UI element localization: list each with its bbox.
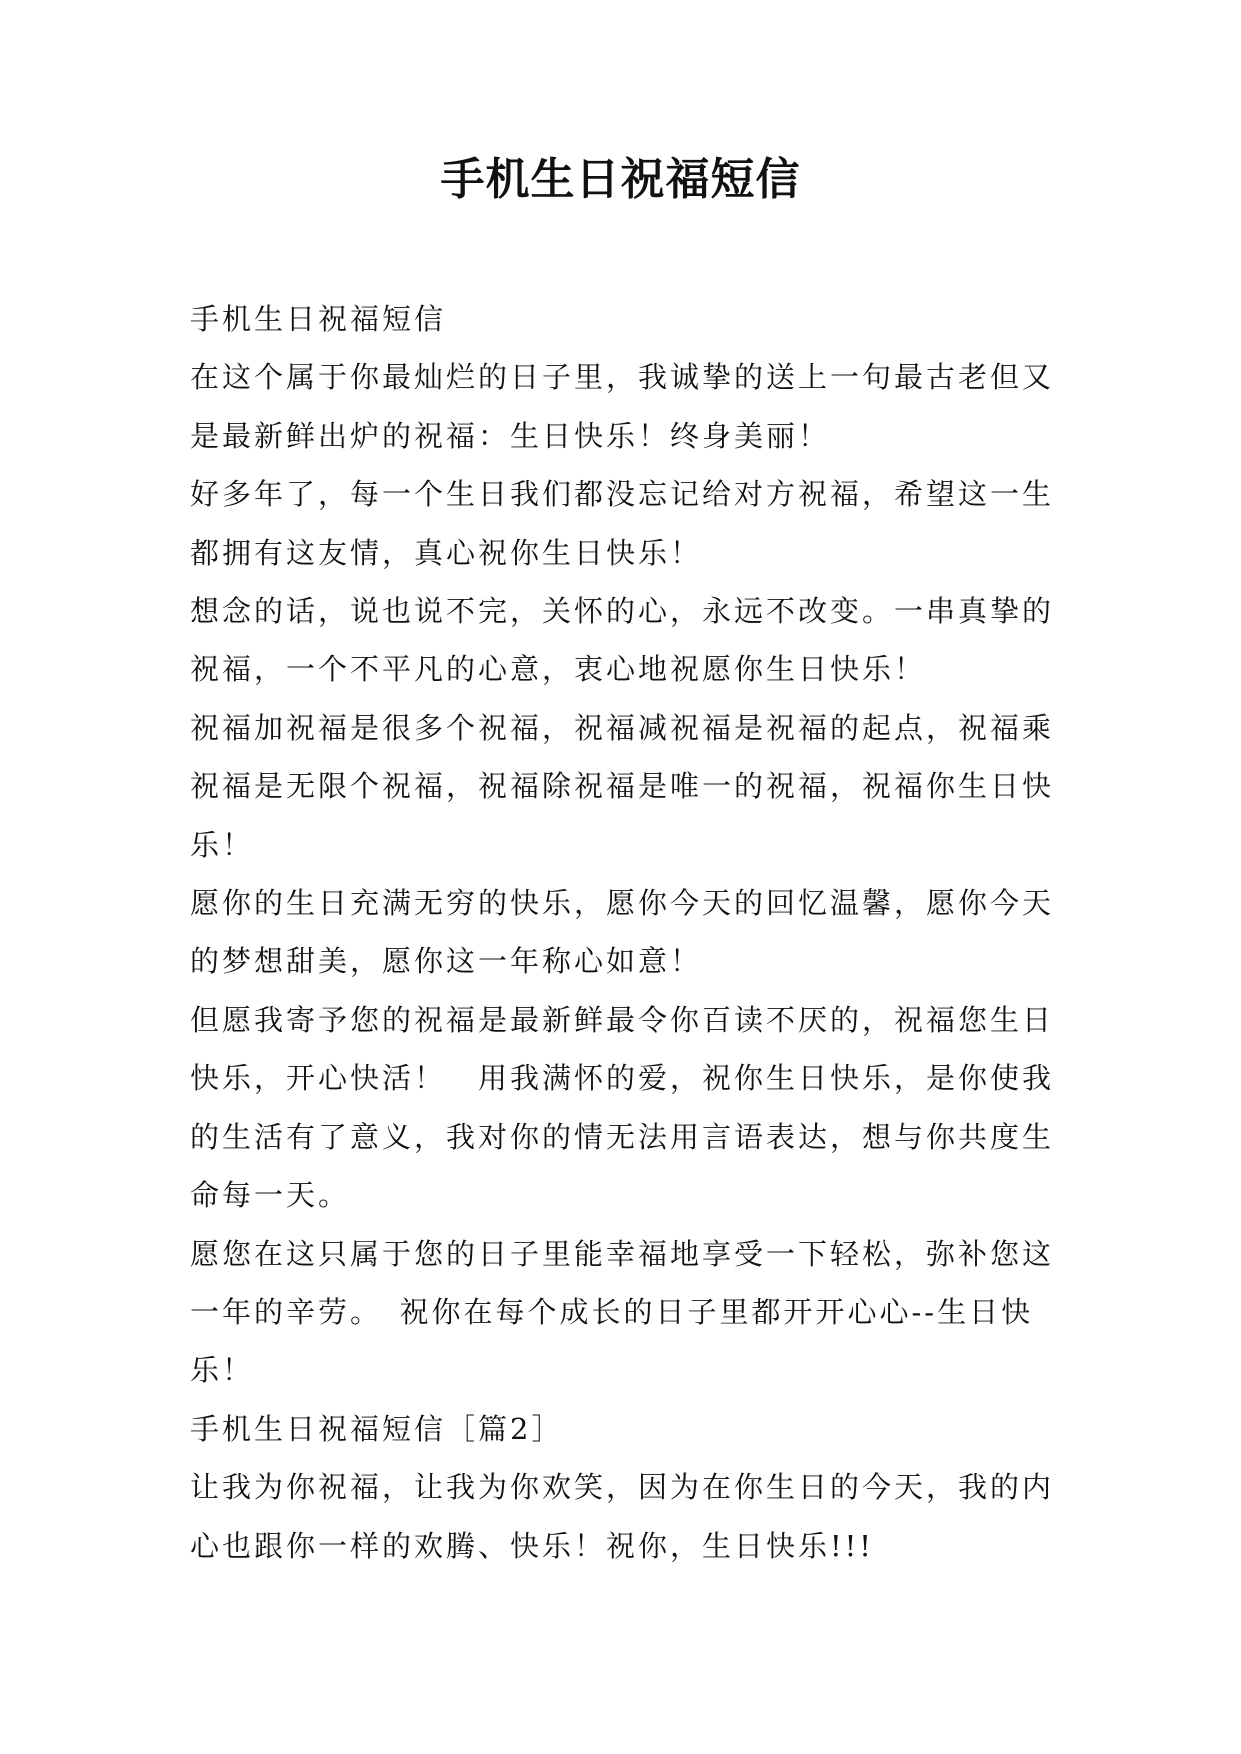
paragraph: 愿你的生日充满无穷的快乐，愿你今天的回忆温馨，愿你今天的梦想甜美，愿你这一年称心如意！ [190,886,1055,979]
paragraph: 在这个属于你最灿烂的日子里，我诚挚的送上一句最古老但又是最新鲜出炉的祝福：生日快乐！终身美丽！ [190,360,1055,453]
paragraph: 好多年了，每一个生日我们都没忘记给对方祝福，希望这一生都拥有这友情，真心祝你生日快乐！ [190,477,1055,570]
paragraph-heading: 手机生日祝福短信 [190,302,447,336]
paragraph: 祝福加祝福是很多个祝福，祝福减祝福是祝福的起点，祝福乘祝福是无限个祝福，祝福除祝福是唯一的祝福，祝福你生日快乐！ [190,710,1055,862]
paragraph: 让我为你祝福，让我为你欢笑，因为在你生日的今天，我的内心也跟你一样的欢腾、快乐！祝你，生日快乐!!! [190,1470,1055,1563]
paragraph: 想念的话，说也说不完，关怀的心，永远不改变。一串真挚的祝福，一个不平凡的心意，衷心地祝愿你生日快乐！ [190,594,1055,687]
section-heading: 手机生日祝福短信［篇2］ [190,1411,564,1446]
document-body [190,290,1058,1575]
paragraph: 愿您在这只属于您的日子里能幸福地享受一下轻松，弥补您这一年的辛劳。 祝你在每个成长的日子里都开开心心--生日快乐！ [190,1236,1055,1388]
paragraph: 但愿我寄予您的祝福是最新鲜最令你百读不厌的，祝福您生日快乐，开心快活！ 用我满怀的爱，祝你生日快乐，是你使我的生活有了意义，我对你的情无法用言语表达，想与你共度生命每一天。 [190,1002,1055,1213]
document-title: 手机生日祝福短信 [440,154,801,205]
